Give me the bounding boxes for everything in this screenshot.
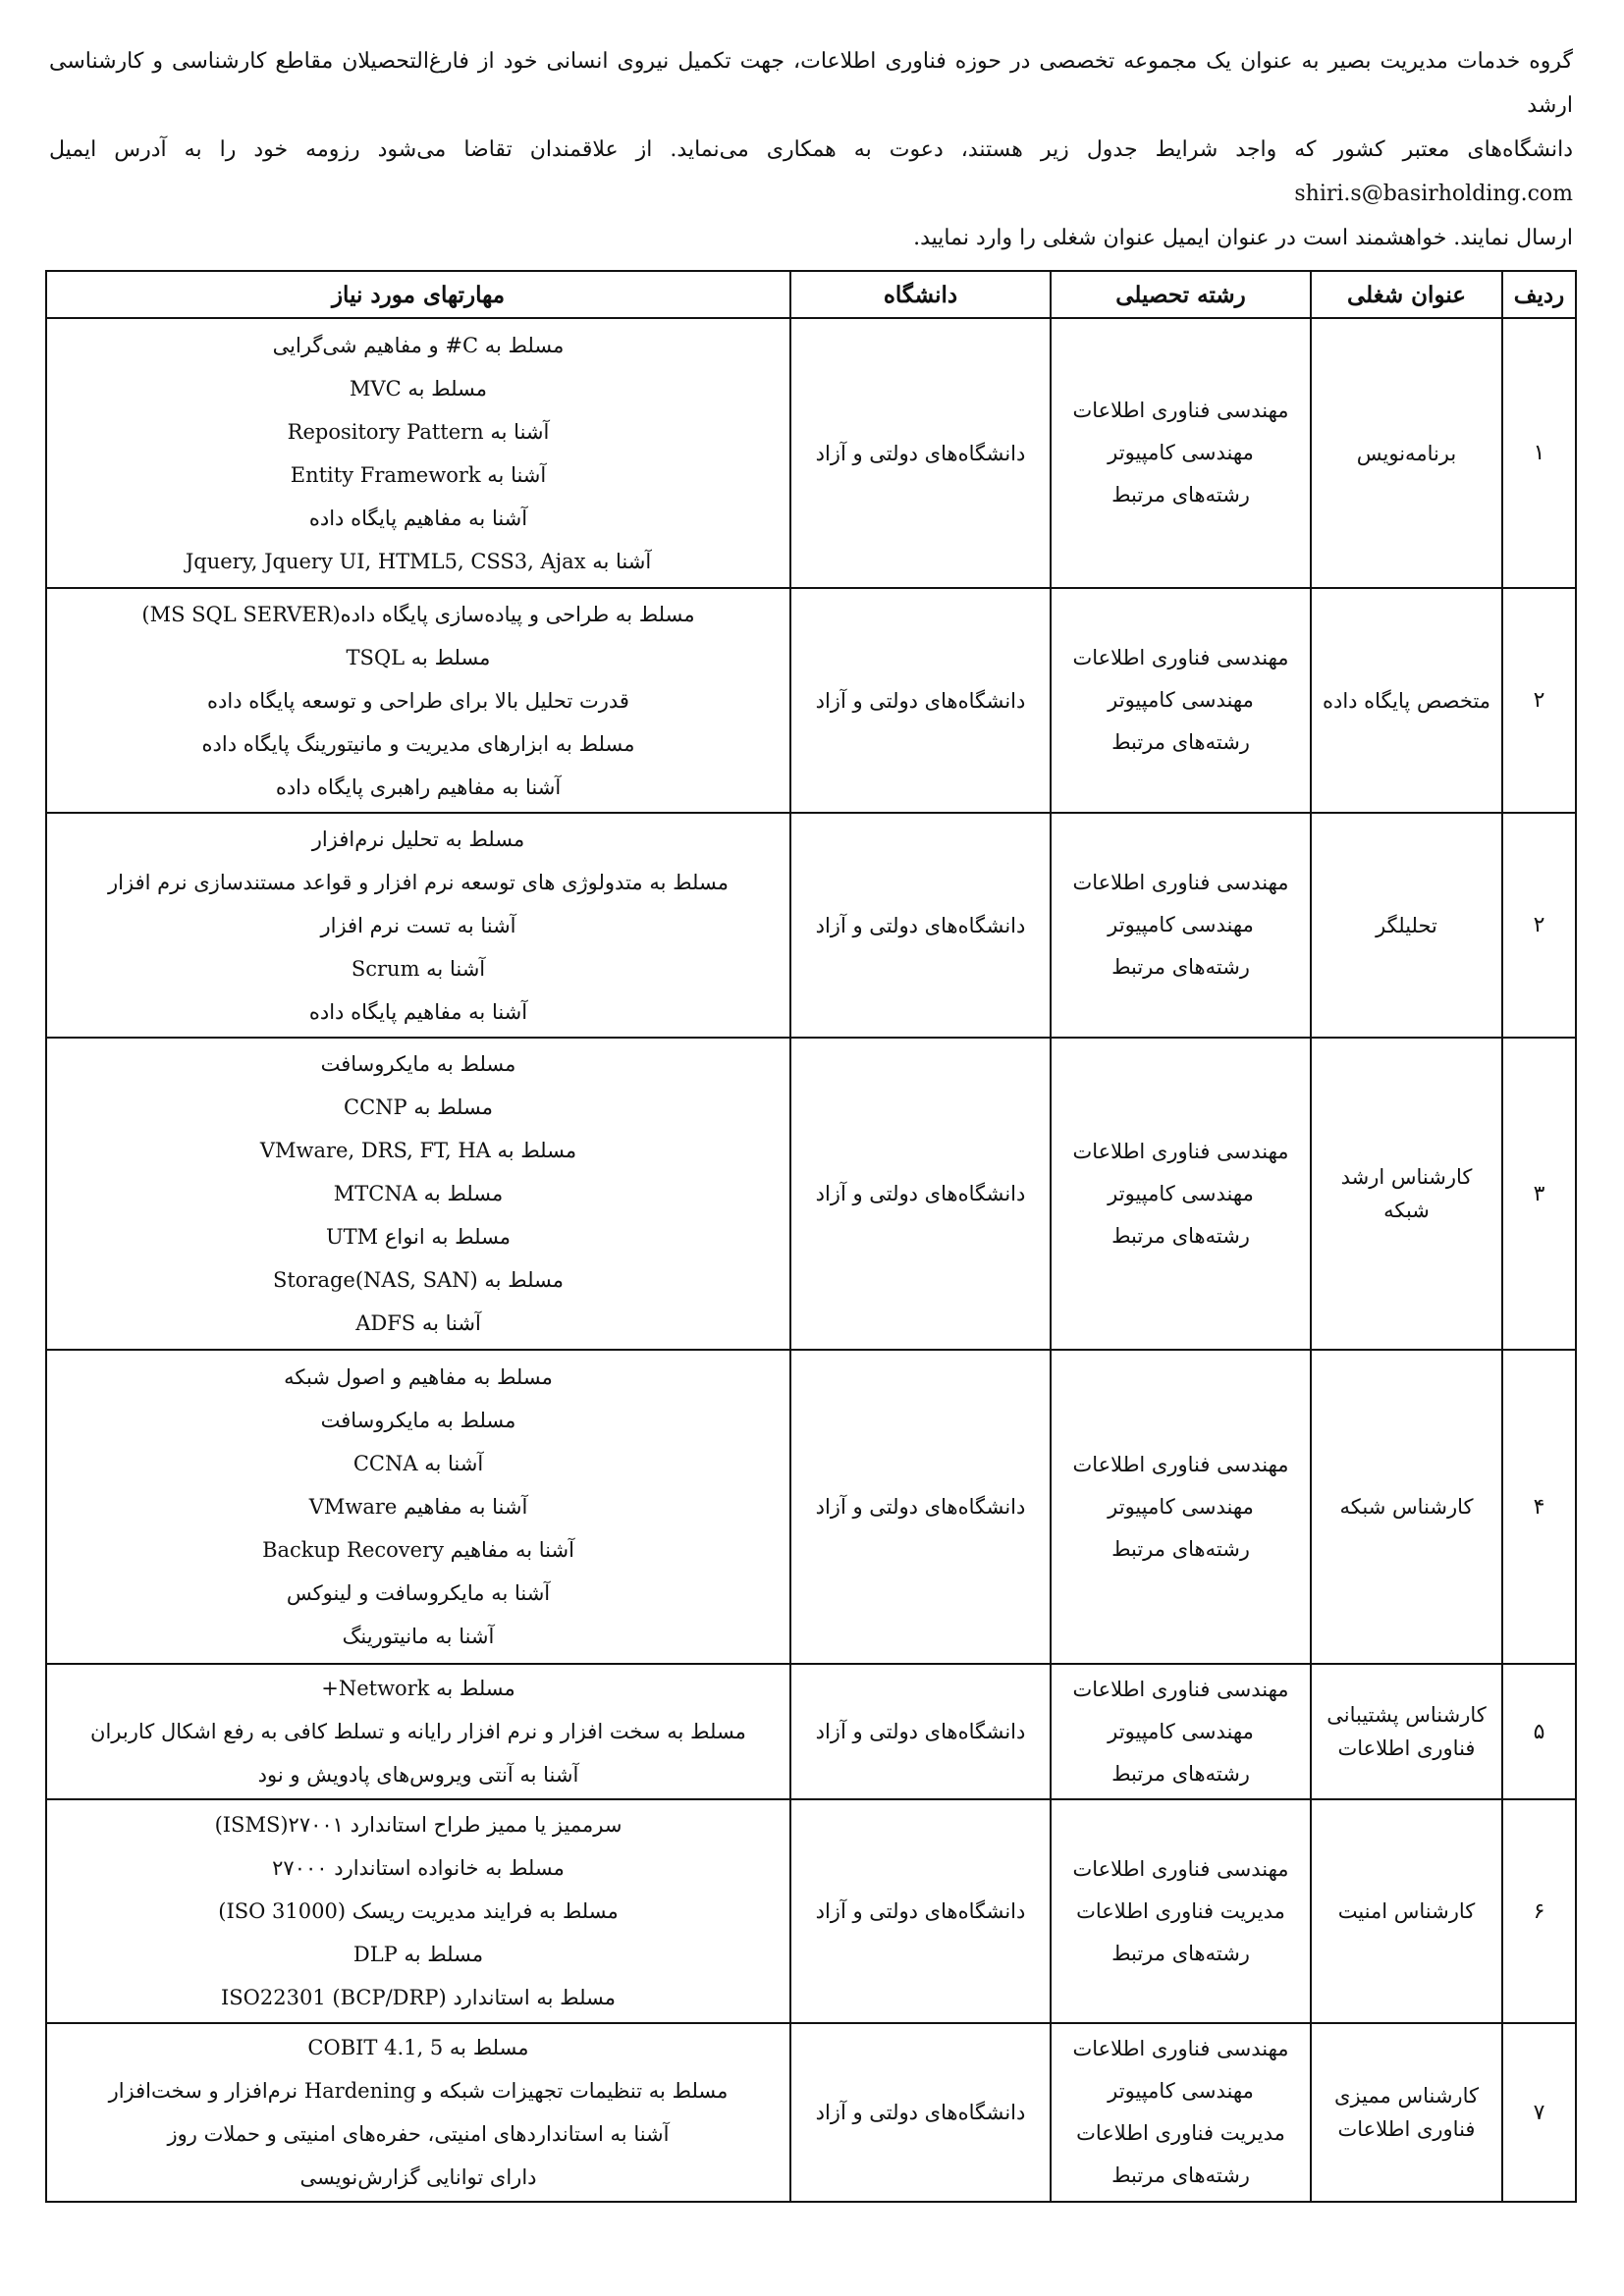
skill-line: آشنا به مفاهیم راهبری پایگاه داده <box>275 774 562 799</box>
job-openings-table <box>45 270 1577 2203</box>
job-title: متخصص پایگاه داده <box>1311 588 1502 813</box>
skill-line: آشنا به CCNA <box>352 1452 484 1475</box>
field-line: مهندسی فناوری اطلاعات <box>1072 1677 1289 1701</box>
field-line: مهندسی فناوری اطلاعات <box>1072 646 1289 669</box>
table-row <box>46 1664 1576 1799</box>
row-number: ۱ <box>1502 318 1576 588</box>
table-row <box>46 1799 1576 2023</box>
field-line: مدیریت فناوری اطلاعات <box>1076 2121 1285 2145</box>
table-header-row <box>46 271 1576 318</box>
university: دانشگاه‌های دولتی و آزاد <box>790 1038 1051 1350</box>
field-line: رشته‌های مرتبط <box>1111 955 1250 979</box>
job-title: کارشناس امنیت <box>1311 1799 1502 2023</box>
header-job-title: عنوان شغلی <box>1311 271 1502 318</box>
skill-line: مسلط به Storage(NAS, SAN) <box>272 1268 565 1292</box>
skill-line: مسلط به تحلیل نرم‌افزار <box>311 827 525 851</box>
skill-line: آشنا به مفاهیم Backup Recovery <box>262 1538 574 1562</box>
document-page <box>45 39 1577 2203</box>
skill-line: مسلط به مایکروسافت <box>320 1052 516 1076</box>
intro-line: گروه خدمات مدیریت بصیر به عنوان یک مجموعه تخصصی در حوزه فناوری اطلاعات، جهت تکمیل نیروی انسانی خود از فارغ‌التحصیلان مقاطع کارشناسی و کارشناسی ارشد <box>49 49 1573 118</box>
job-title: کارشناس ممیزی فناوری اطلاعات <box>1311 2023 1502 2202</box>
field-line: مهندسی کامپیوتر <box>1108 913 1254 936</box>
field-line: مهندسی کامپیوتر <box>1108 2079 1254 2103</box>
skill-line: مسلط به TSQL <box>346 645 491 669</box>
job-title: کارشناس شبکه <box>1311 1350 1502 1664</box>
skill-line: مسلط به MVC <box>349 376 488 400</box>
table-row <box>46 588 1576 813</box>
skill-line: آشنا به مایکروسافت و لینوکس <box>286 1581 551 1605</box>
header-field-of-study: رشته تحصیلی <box>1051 271 1311 318</box>
skill-line: مسلط به Network+ <box>321 1677 515 1700</box>
field-line: مهندسی فناوری اطلاعات <box>1072 1139 1289 1163</box>
field-line: مهندسی کامپیوتر <box>1108 688 1254 712</box>
skill-line: آشنا به مفاهیم VMware <box>308 1495 528 1519</box>
field-of-study <box>1051 318 1311 588</box>
table-row <box>46 1038 1576 1350</box>
header-university: دانشگاه <box>790 271 1051 318</box>
required-skills <box>46 318 790 588</box>
required-skills <box>46 1038 790 1350</box>
field-line: مهندسی کامپیوتر <box>1108 1719 1254 1743</box>
skill-line: آشنا به آنتی ویروس‌های پادویش و نود <box>257 1763 579 1787</box>
field-of-study <box>1051 1664 1311 1799</box>
university: دانشگاه‌های دولتی و آزاد <box>790 813 1051 1038</box>
university: دانشگاه‌های دولتی و آزاد <box>790 318 1051 588</box>
table-body <box>46 318 1576 2202</box>
university: دانشگاه‌های دولتی و آزاد <box>790 1799 1051 2023</box>
university: دانشگاه‌های دولتی و آزاد <box>790 588 1051 813</box>
field-line: رشته‌های مرتبط <box>1111 483 1250 507</box>
table-row <box>46 318 1576 588</box>
table-row <box>46 1350 1576 1664</box>
row-number: ۳ <box>1502 1038 1576 1350</box>
field-line: رشته‌های مرتبط <box>1111 730 1250 754</box>
skill-line: قدرت تحلیل بالا برای طراحی و توسعه پایگاه داده <box>207 688 629 713</box>
skill-line: مسلط به تنظیمات تجهیزات شبکه و Hardening نرم‌افزار و سخت‌افزار <box>108 2079 729 2103</box>
skill-line: مسلط به ابزارهای مدیریت و مانیتورینگ پایگاه داده <box>201 731 635 756</box>
skill-line: مسلط به طراحی و پیاده‌سازی پایگاه داده(MS SQL SERVER) <box>141 602 695 626</box>
field-of-study <box>1051 588 1311 813</box>
required-skills <box>46 1799 790 2023</box>
skill-line: مسلط به استاندارد ISO22301 (BCP/DRP) <box>221 1986 616 2009</box>
job-title: برنامه‌نویس <box>1311 318 1502 588</box>
field-line: مهندسی کامپیوتر <box>1108 1181 1254 1205</box>
field-of-study <box>1051 1038 1311 1350</box>
skill-line: آشنا به ADFS <box>355 1311 481 1335</box>
field-line: مهندسی فناوری اطلاعات <box>1072 871 1289 894</box>
field-line: مهندسی فناوری اطلاعات <box>1072 2037 1289 2060</box>
skill-line: سرممیز یا ممیز طراح استاندارد ۲۷۰۰۱(ISMS) <box>214 1813 623 1837</box>
header-required-skills: مهارتهای مورد نیاز <box>46 271 790 318</box>
field-of-study <box>1051 2023 1311 2202</box>
skill-line: مسلط به مفاهیم و اصول شبکه <box>284 1365 553 1389</box>
required-skills <box>46 1350 790 1664</box>
field-line: رشته‌های مرتبط <box>1111 2163 1250 2187</box>
skill-line: آشنا به Jquery, Jquery UI, HTML5, CSS3, Ajax <box>185 549 652 573</box>
intro-line: دانشگاه‌های معتبر کشور که واجد شرایط جدول زیر هستند، دعوت به همکاری می‌نماید. از علاقمندان تقاضا می‌شود رزومه خود را به آدرس ایمیل shiri.s@basirholding.com <box>49 137 1573 206</box>
skill-line: مسلط به خانواده استاندارد ۲۷۰۰۰ <box>272 1856 565 1880</box>
required-skills <box>46 588 790 813</box>
skill-line: آشنا به Repository Pattern <box>287 419 550 444</box>
skill-line: آشنا به استانداردهای امنیتی، حفره‌های امنیتی و حملات روز <box>167 2122 670 2146</box>
row-number: ۴ <box>1502 1350 1576 1664</box>
university: دانشگاه‌های دولتی و آزاد <box>790 2023 1051 2202</box>
skill-line: مسلط به CCNP <box>344 1095 493 1119</box>
table-row <box>46 2023 1576 2202</box>
skill-line: آشنا به مفاهیم پایگاه داده <box>308 999 528 1024</box>
skill-line: مسلط به COBIT 4.1, 5 <box>307 2036 529 2059</box>
row-number: ۲ <box>1502 813 1576 1038</box>
skill-line: آشنا به تست نرم افزار <box>320 913 516 937</box>
field-line: مهندسی فناوری اطلاعات <box>1072 399 1289 422</box>
job-title: کارشناس ارشد شبکه <box>1311 1038 1502 1350</box>
intro-line: ارسال نمایند. خواهشمند است در عنوان ایمیل عنوان شغلی را وارد نمایید. <box>913 226 1573 250</box>
skill-line: مسلط به انواع UTM <box>325 1225 512 1249</box>
row-number: ۲ <box>1502 588 1576 813</box>
table-row <box>46 813 1576 1038</box>
required-skills <box>46 2023 790 2202</box>
skill-line: مسلط به VMware, DRS, FT, HA <box>259 1139 577 1162</box>
required-skills <box>46 1664 790 1799</box>
field-line: مهندسی فناوری اطلاعات <box>1072 1856 1289 1881</box>
field-line: مهندسی کامپیوتر <box>1108 1494 1254 1519</box>
header-row-number: ردیف <box>1502 271 1576 318</box>
row-number: ۵ <box>1502 1664 1576 1799</box>
field-line: رشته‌های مرتبط <box>1111 1761 1250 1786</box>
field-line: مهندسی کامپیوتر <box>1108 441 1254 464</box>
university: دانشگاه‌های دولتی و آزاد <box>790 1664 1051 1799</box>
skill-line: مسلط به فرایند مدیریت ریسک (ISO 31000) <box>218 1899 619 1923</box>
row-number: ۶ <box>1502 1799 1576 2023</box>
required-skills <box>46 813 790 1038</box>
skill-line: مسلط به DLP <box>352 1943 484 1966</box>
skill-line: آشنا به مفاهیم پایگاه داده <box>308 506 528 530</box>
intro-paragraph <box>45 39 1577 260</box>
skill-line: مسلط به C# و مفاهیم شی‌گرایی <box>272 333 565 357</box>
skill-line: دارای توانایی گزارش‌نویسی <box>299 2165 537 2189</box>
field-of-study <box>1051 1799 1311 2023</box>
field-line: مدیریت فناوری اطلاعات <box>1076 1898 1285 1923</box>
row-number: ۷ <box>1502 2023 1576 2202</box>
skill-line: مسلط به MTCNA <box>333 1182 504 1205</box>
university: دانشگاه‌های دولتی و آزاد <box>790 1350 1051 1664</box>
skill-line: آشنا به مانیتورینگ <box>342 1625 495 1648</box>
skill-line: آشنا به Scrum <box>351 956 486 981</box>
field-line: رشته‌های مرتبط <box>1111 1536 1250 1561</box>
field-of-study <box>1051 1350 1311 1664</box>
field-of-study <box>1051 813 1311 1038</box>
job-title: کارشناس پشتیبانی فناوری اطلاعات <box>1311 1664 1502 1799</box>
skill-line: مسلط به مایکروسافت <box>320 1409 516 1432</box>
field-line: مهندسی فناوری اطلاعات <box>1072 1452 1289 1476</box>
field-line: رشته‌های مرتبط <box>1111 1941 1250 1965</box>
field-line: رشته‌های مرتبط <box>1111 1223 1250 1248</box>
skill-line: آشنا به Entity Framework <box>290 462 547 487</box>
job-title: تحلیلگر <box>1311 813 1502 1038</box>
skill-line: مسلط به سخت افزار و نرم افزار رایانه و تسلط کافی به رفع اشکال کاربران <box>90 1720 746 1743</box>
skill-line: مسلط به متدولوژی های توسعه نرم افزار و قواعد مستندسازی نرم افزار <box>108 870 729 894</box>
